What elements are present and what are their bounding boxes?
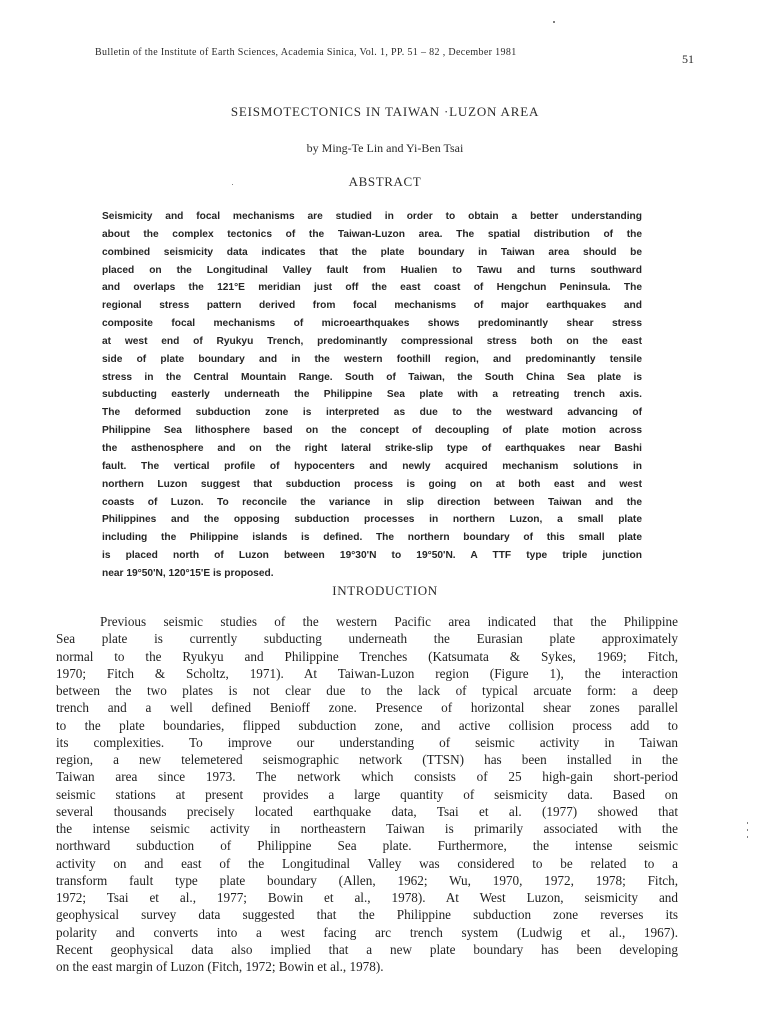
introduction-line: Recent geophysical data also implied that a new plate boundary has been developing <box>56 941 678 957</box>
abstract-body <box>102 208 642 583</box>
introduction-line: seismic stations at present provides a large quantity of seismicity data. Based on <box>56 786 678 802</box>
abstract-line: is placed north of Luzon between 19°30'N to 19°50'N. A TTF type triple junction <box>102 550 642 562</box>
introduction-line: between the two plates is not clear due to the lack of typical arcuate form: a deep <box>56 683 678 698</box>
authors: by Ming-Te Lin and Yi-Ben Tsai <box>306 141 464 155</box>
abstract-line: the asthenosphere and on the right lateral strike-slip type of earthquakes near Bashi <box>102 442 642 454</box>
introduction-line: Taiwan area since 1973. The network which consists of 25 high-gain short-period <box>56 769 678 785</box>
abstract-line: northern Luzon suggest that subduction process is going on at both east and west <box>102 478 642 490</box>
abstract-line: The deformed subduction zone is interpreted as due to the westward advancing of <box>102 407 642 419</box>
abstract-line: near 19°50'N, 120°15'E is proposed. <box>102 567 274 579</box>
abstract-line: at west end of Ryukyu Trench, predominantly compressional stress both on the east <box>102 335 642 347</box>
scan-speck <box>747 829 748 831</box>
introduction-line: normal to the Ryukyu and Philippine Trenches (Katsumata & Sykes, 1969; Fitch, <box>56 648 678 664</box>
introduction-body <box>56 613 678 975</box>
abstract-line: coasts of Luzon. To reconcile the variance in slip direction between Taiwan and the <box>102 496 642 508</box>
introduction-line: 1970; Fitch & Scholtz, 1971). At Taiwan-Luzon region (Figure 1), the interaction <box>56 665 678 681</box>
abstract-line: fault. The vertical profile of hypocenters and newly acquired mechanism solutions in <box>102 460 642 472</box>
scan-speck <box>747 822 748 824</box>
abstract-line: composite focal mechanisms of microearthquakes shows predominantly shear stress <box>102 318 642 330</box>
abstract-line: side of plate boundary and in the western foothill region, and predominantly tensile <box>102 353 642 365</box>
abstract-line: about the complex tectonics of the Taiwan-Luzon area. The spatial distribution of the <box>102 228 642 240</box>
abstract-line: including the Philippine islands is defined. The northern boundary of this small plate <box>102 532 642 544</box>
scan-speck <box>553 21 555 23</box>
abstract-line: placed on the Longitudinal Valley fault from Hualien to Tawu and turns southward <box>102 264 642 276</box>
abstract-heading: ABSTRACT <box>348 174 422 189</box>
scan-speck <box>747 836 748 838</box>
introduction-line: Previous seismic studies of the western Pacific area indicated that the Philippine <box>100 614 678 629</box>
introduction-line: 1972; Tsai et al., 1977; Bowin et al., 1978). At West Luzon, seismicity and <box>56 890 678 905</box>
introduction-line: geophysical survey data suggested that the Philippine subduction zone reverses its <box>56 907 678 923</box>
abstract-line: and overlaps the 121°E meridian just off the east coast of Hengchun Peninsula. The <box>102 282 642 294</box>
abstract-line: Philippines and the opposing subduction processes in northern Luzon, a small plate <box>102 514 642 526</box>
scan-speck <box>232 184 233 185</box>
abstract-line: regional stress pattern derived from focal mechanisms of major earthquakes and <box>102 300 642 312</box>
introduction-line: activity on and east of the Longitudinal Valley was considered to be related to a <box>56 855 678 871</box>
introduction-line: its complexities. To improve our understanding of seismic activity in Taiwan <box>56 734 678 750</box>
introduction-heading: INTRODUCTION <box>332 583 438 598</box>
abstract-line: combined seismicity data indicates that the plate boundary in Taiwan area should be <box>102 246 642 258</box>
introduction-line: transform fault type plate boundary (Allen, 1962; Wu, 1970, 1972, 1978; Fitch, <box>56 872 678 888</box>
introduction-line: the intense seismic activity in northeastern Taiwan is primarily associated with the <box>56 821 678 836</box>
running-head: Bulletin of the Institute of Earth Sciences, Academia Sinica, Vol. 1, PP. 51 – 82 , December 1981 <box>95 47 517 58</box>
introduction-line: Sea plate is currently subducting underneath the Eurasian plate approximately <box>56 631 678 647</box>
introduction-line: to the plate boundaries, flipped subduction zone, and active collision process add to <box>56 717 678 733</box>
abstract-line: stress in the Central Mountain Range. South of Taiwan, the South China Sea plate is <box>102 371 642 383</box>
abstract-line: subducting easterly underneath the Philippine Sea plate with a retreating trench axis. <box>102 389 642 401</box>
abstract-line: Philippine Sea lithosphere based on the concept of decoupling of plate motion across <box>102 425 642 437</box>
introduction-line: region, a new telemetered seismographic network (TTSN) has been installed in the <box>56 752 678 767</box>
page-number: 51 <box>682 52 694 66</box>
introduction-line: on the east margin of Luzon (Fitch, 1972; Bowin et al., 1978). <box>56 959 384 974</box>
abstract-line: Seismicity and focal mechanisms are studied in order to obtain a better understanding <box>102 211 642 222</box>
introduction-line: northward subduction of Philippine Sea plate. Furthermore, the intense seismic <box>56 838 678 854</box>
introduction-line: several thousands precisely located earthquake data, Tsai et al. (1977) showed that <box>56 803 678 819</box>
paper-title: SEISMOTECTONICS IN TAIWAN ·LUZON AREA <box>230 104 540 119</box>
introduction-line: trench and a well defined Benioff zone. Presence of horizontal shear zones parallel <box>56 700 678 716</box>
introduction-line: polarity and converts into a west facing arc trench system (Ludwig et al., 1967). <box>56 924 678 940</box>
